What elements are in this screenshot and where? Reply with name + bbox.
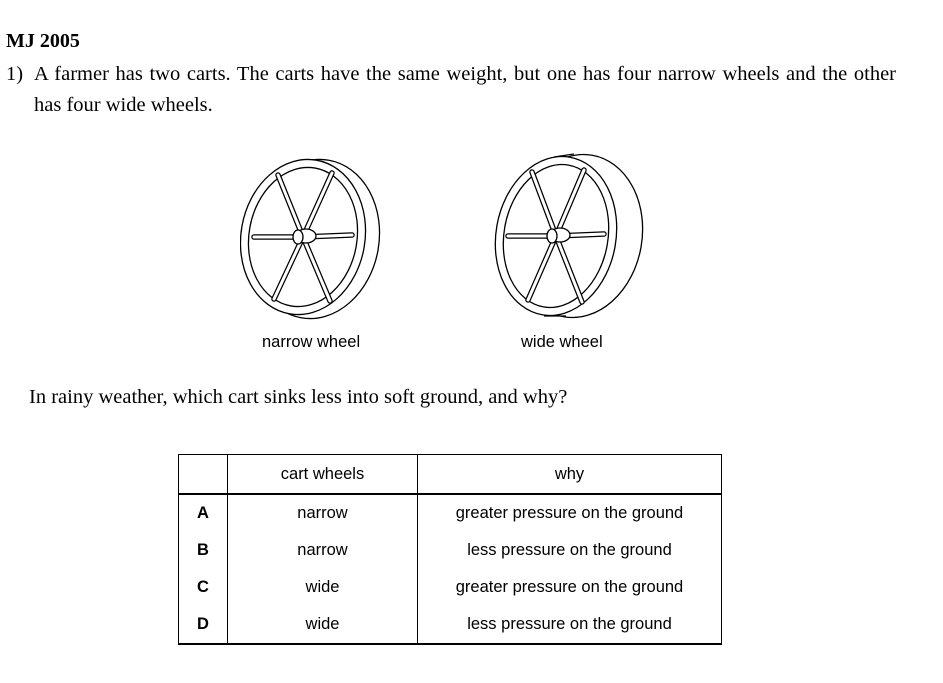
question-prompt: In rainy weather, which cart sinks less into soft ground, and why? (29, 386, 568, 408)
exam-header: MJ 2005 (6, 30, 80, 52)
table-row-a[interactable] (179, 494, 722, 532)
option-why: less pressure on the ground (418, 532, 722, 569)
option-why: greater pressure on the ground (418, 569, 722, 606)
option-wheels: wide (228, 606, 418, 644)
table-row-c[interactable] (179, 569, 722, 606)
option-why: less pressure on the ground (418, 606, 722, 644)
wide-wheel-image (492, 148, 647, 326)
wide-wheel-caption: wide wheel (521, 333, 603, 351)
narrow-wheel-image (240, 153, 390, 325)
question-number: 1) (6, 63, 24, 85)
table-row-b[interactable] (179, 532, 722, 569)
narrow-wheel-caption: narrow wheel (262, 333, 361, 351)
question-text: A farmer has two carts. The carts have the same weight, but one has four narrow wheels and the other has four wide wheels. (34, 63, 896, 116)
option-why: greater pressure on the ground (418, 494, 722, 532)
header-why: why (418, 455, 722, 495)
option-wheels: narrow (228, 532, 418, 569)
option-letter: B (179, 532, 228, 569)
header-option (179, 455, 228, 495)
option-letter: C (179, 569, 228, 606)
answer-table (178, 454, 722, 645)
option-wheels: wide (228, 569, 418, 606)
table-row-d[interactable] (179, 606, 722, 644)
option-letter: A (179, 494, 228, 532)
table-header-row (179, 455, 722, 495)
option-letter: D (179, 606, 228, 644)
header-cart-wheels: cart wheels (228, 455, 418, 495)
option-wheels: narrow (228, 494, 418, 532)
